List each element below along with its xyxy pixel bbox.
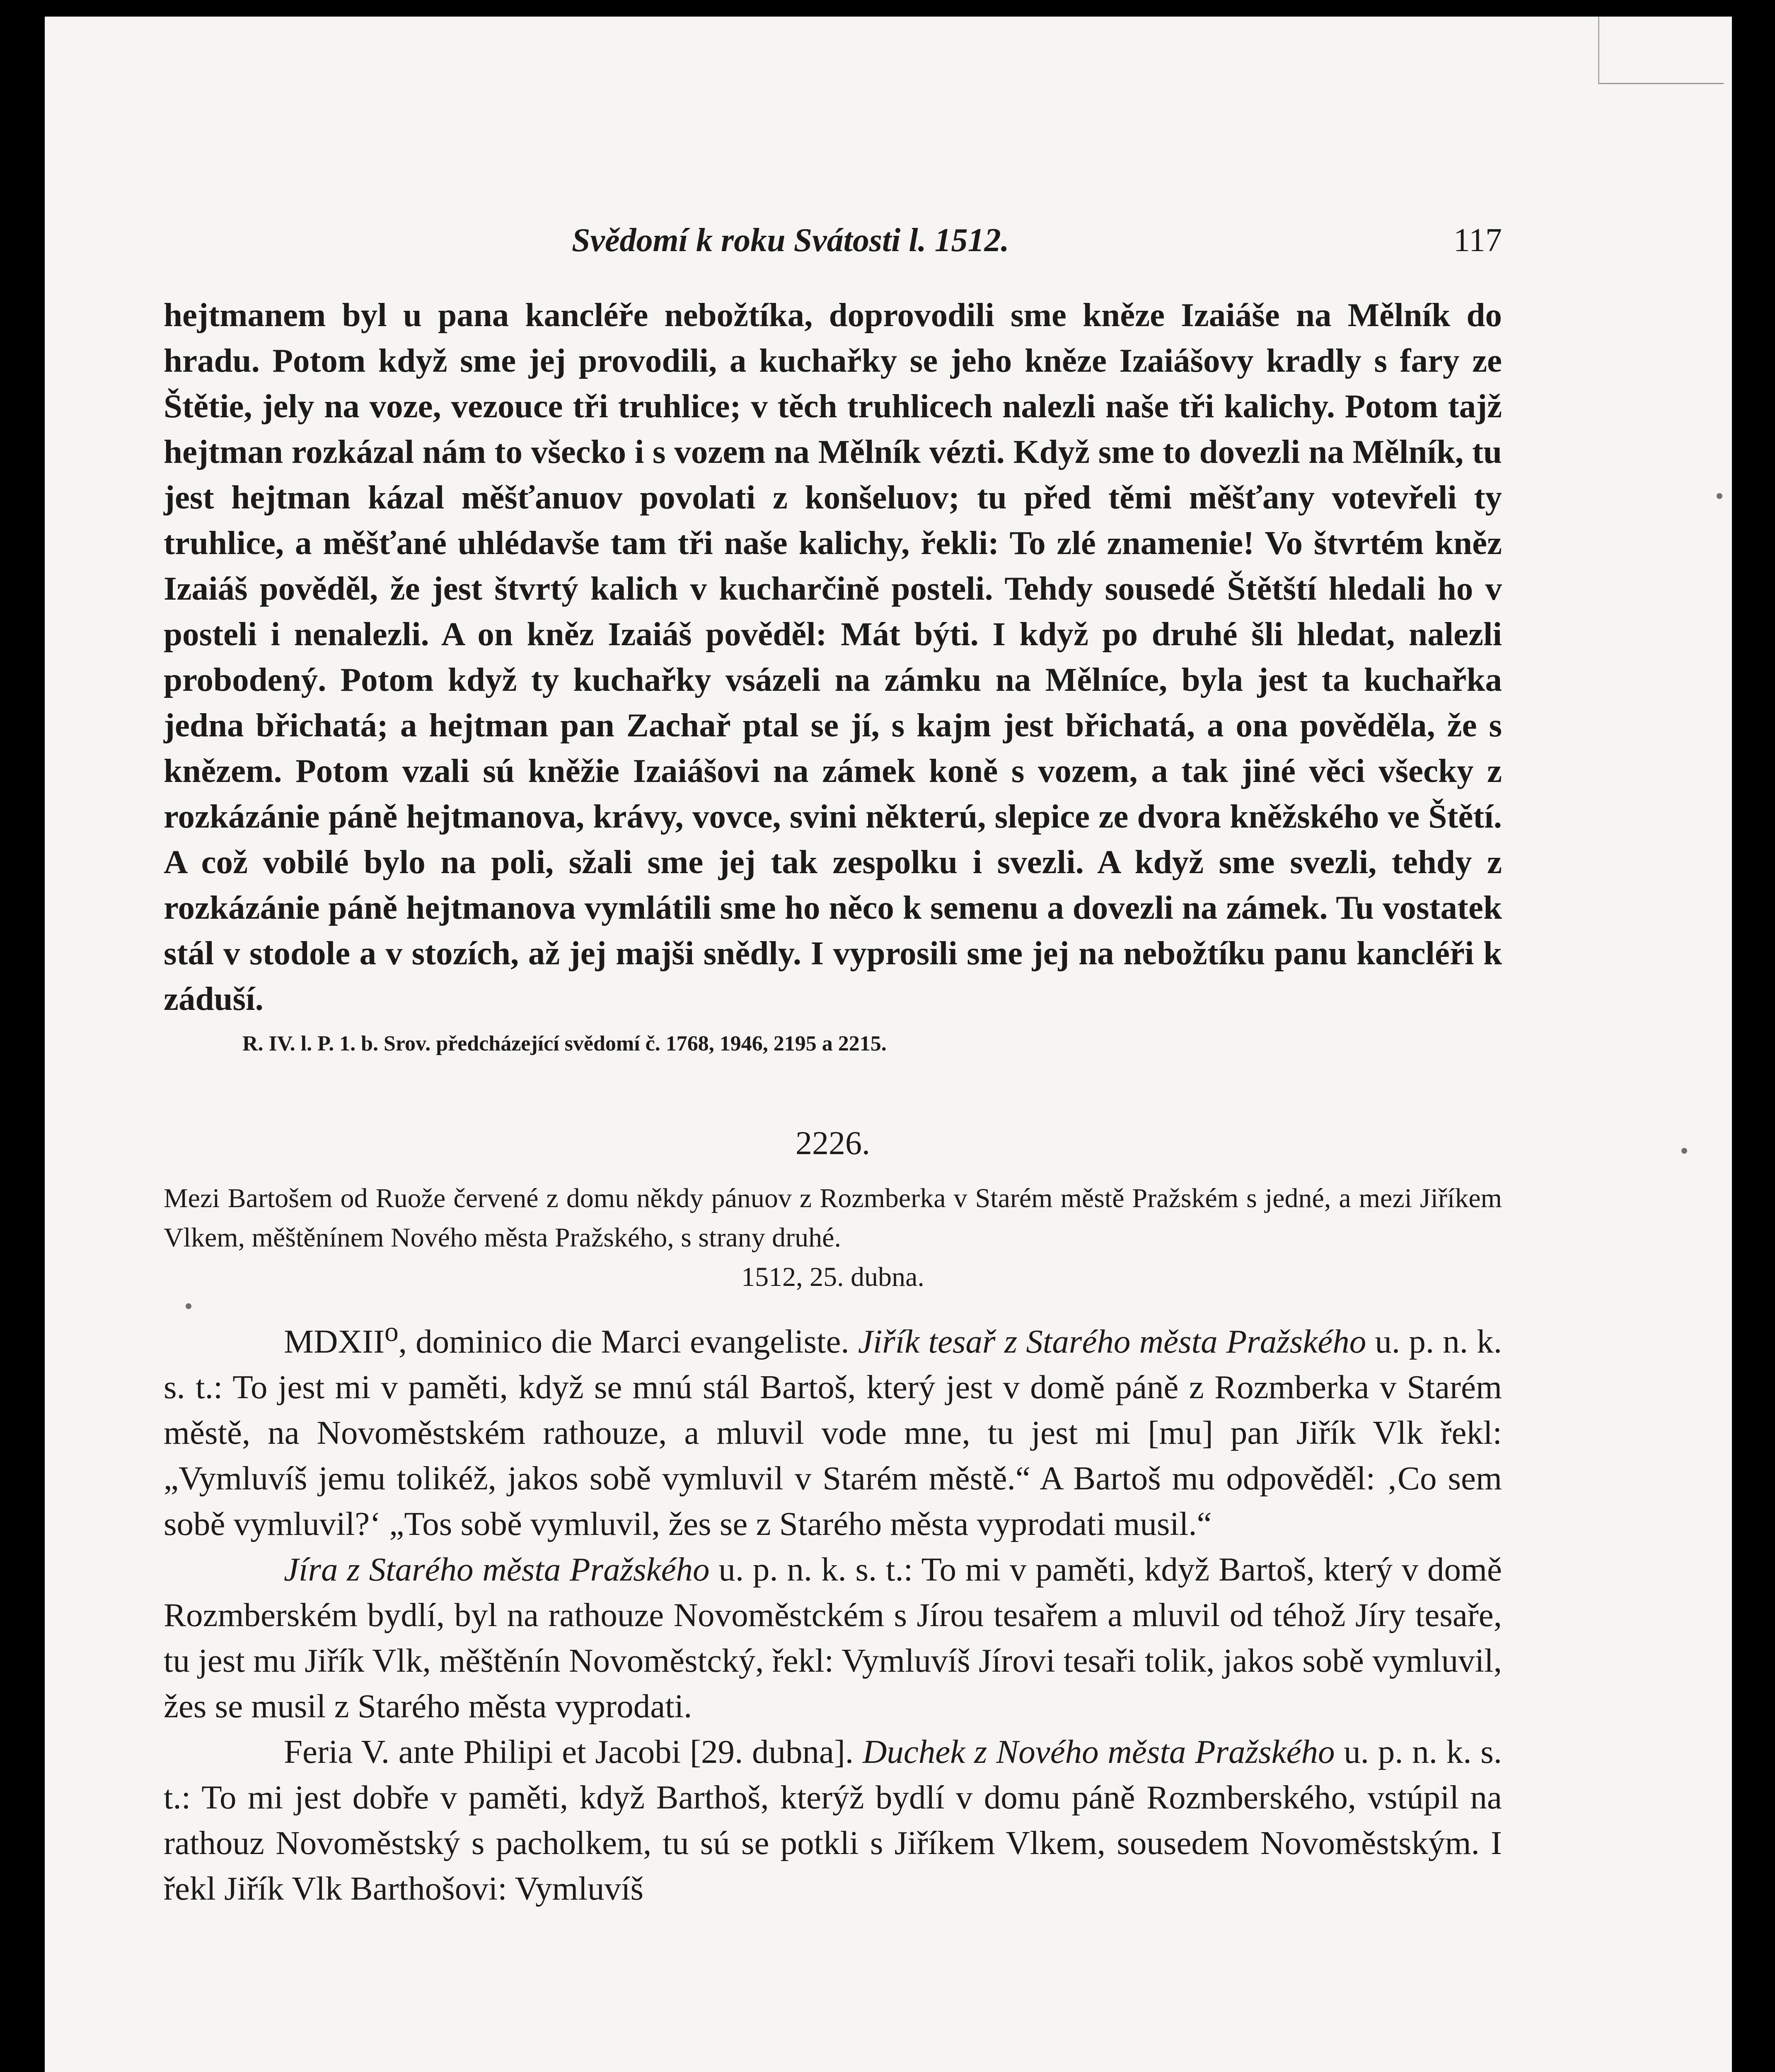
testimony-paragraph bbox=[164, 1729, 1502, 1911]
running-title: Svědomí k roku Svátosti l. 1512. bbox=[572, 222, 1009, 259]
source-citation: R. IV. l. P. 1. b. Srov. předcházející svědomí č. 1768, 1946, 2195 a 2215. bbox=[242, 1032, 887, 1055]
speck bbox=[1717, 493, 1722, 499]
witness-name: Jíra z Starého města Pražského bbox=[284, 1551, 710, 1588]
witness-name: Duchek z Nového města Pražského bbox=[862, 1733, 1335, 1770]
document-date: 1512, 25. dubna. bbox=[741, 1262, 924, 1292]
previous-testimony-text: hejtmanem byl u pana kancléře nebožtíka, doprovodili sme kněze Izaiáše na Mělník do hradu. Potom když sme jej provodili, a kuchařky se jeho kněze Izaiášovy kradly s fary ze Štětie, jely na voze, vezouce tři truhlice; v těch truhlicech nalezli naše tři kalichy. Potom tajž hejtman rozkázal nám to všecko i s vozem na Mělník vézti. Když sme to dovezli na Mělník, tu jest hejtman kázal měšťanuov povolati z konšeluov; tu před těmi měšťany votevřeli ty truhlice, a měšťané uhlédavše tam tři naše kalichy, řekli: To zlé znamenie! Vo štvrtém kněz Izaiáš pověděl, že jest štvrtý kalich v kucharčině posteli. Tehdy sousedé Štětští hledali ho v posteli i nenalezli. A on kněz Izaiáš pověděl: Mát býti. I když po druhé šli hledat, nalezli probodený. Potom když ty kuchařky vsázeli na zámku na Mělníce, byla jest ta kuchařka jedna břichatá; a hejtman pan Zachař ptal se jí, s kajm jest břichatá, a ona pověděla, že s knězem. Potom vzali sú kněžie Izaiášovi na zámek koně s vozem, a tak jiné věci všecky z rozkázánie páně hejtmanova, krávy, vovce, svini některú, slepice ze dvora kněžského ve Štětí. A což vobilé bylo na poli, sžali sme jej tak zespolku i svezli. A když sme svezli, tehdy z rozkázánie páně hejtmanova vymlátili sme ho něco k semenu a dovezli na zámek. Tu vostatek stál v stodole a v stozích, až jej majši snědly. I vyprosili sme jej na nebožtíku panu kancléři k záduší. bbox=[164, 296, 1502, 1017]
document-regest: Mezi Bartošem od Ruože červené z domu někdy pánuov z Rozmberka v Starém městě Pražském s jedné, a mezi Jiříkem Vlkem, měštěnínem Nového města Pražského, s strany druhé. bbox=[164, 1183, 1502, 1253]
date-line-text: Feria V. ante Philipi et Jacobi [29. dubna]. bbox=[284, 1733, 863, 1770]
speck bbox=[1681, 1148, 1687, 1154]
date-line-text: MDXII bbox=[284, 1323, 385, 1360]
running-head bbox=[164, 222, 1502, 267]
testimony-text: u. p. n. k. s. t.: To mi jest dobře v paměti, když Barthoš, kterýž bydlí v domu páně Rozmberského, vstúpil na rathouz Novoměstský s pacholkem, tu sú se potkli s Jiříkem Vlkem, sousedem Novoměstským. I řekl Jiřík Vlk Barthošovi: Vymluvíš bbox=[164, 1733, 1502, 1907]
testimony-text: u. p. n. k. s. t.: To mi v paměti, když Bartoš, který v domě Rozmberském bydlí, byl na rathouze Novoměstckém s Jírou tesařem a mluvil od téhož Jíry tesaře, tu jest mu Jiřík Vlk, měštěnín Novoměstcký, řekl: Vymluvíš Jírovi tesaři tolik, jakos sobě vymluvil, žes se musil z Starého města vyprodati. bbox=[164, 1551, 1502, 1725]
document-number: 2226. bbox=[796, 1125, 870, 1162]
page-number: 117 bbox=[1453, 222, 1502, 259]
testimony-text: u. p. n. k. s. t.: To jest mi v paměti, když se mnú stál Bartoš, který jest v domě páně z Rozmberka v Starém městě, na Novoměstském rathouze, a mluvil vode mne, tu jest mi [mu] pan Jiřík Vlk řekl: „Vymluvíš jemu tolikéž, jakos sobě vymluvil v Starém městě.“ A Bartoš mu odpověděl: ‚Co sem sobě vymluvil?‘ „Tos sobě vymluvil, žes se z Starého města vyprodati musil.“ bbox=[164, 1323, 1502, 1542]
scanned-page bbox=[45, 17, 1732, 2072]
witness-name: Jiřík tesař z Starého města Pražského bbox=[858, 1323, 1366, 1360]
superscript-o: o bbox=[384, 1316, 399, 1347]
testimony-paragraph bbox=[164, 1547, 1502, 1729]
testimony-paragraph bbox=[164, 1309, 1502, 1547]
date-line-text: , dominico die Marci evangeliste. bbox=[398, 1323, 858, 1360]
page-content bbox=[164, 222, 1502, 1911]
scan-edge-mark bbox=[1598, 17, 1724, 84]
